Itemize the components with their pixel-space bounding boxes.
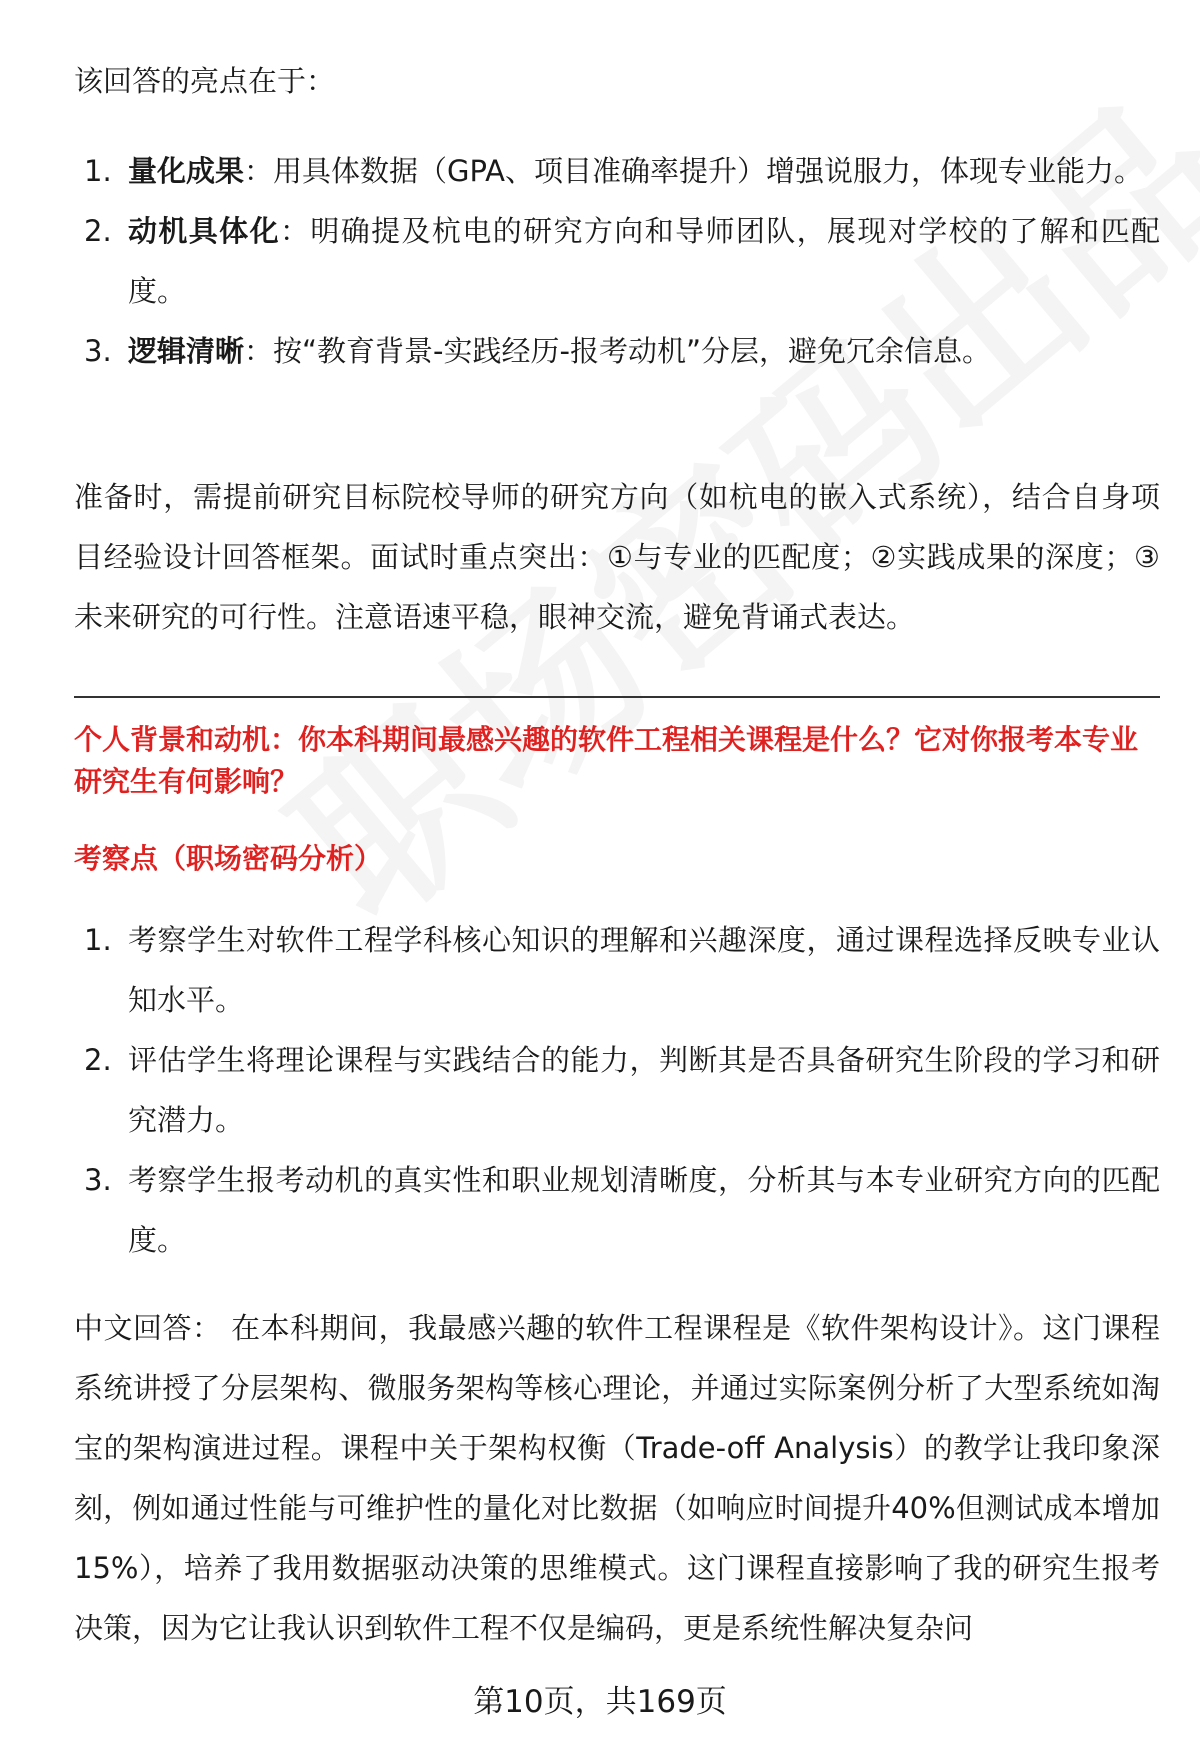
- list-number: 3.: [84, 1163, 112, 1197]
- highlight-text: ：用具体数据（GPA、项目准确率提升）增强说服力，体现专业能力。: [244, 154, 1143, 188]
- highlight-text: ：按“教育背景-实践经历-报考动机”分层，避免冗余信息。: [244, 334, 991, 368]
- list-number: 3.: [84, 334, 112, 368]
- list-item: [74, 141, 1160, 201]
- question-heading: 个人背景和动机：你本科期间最感兴趣的软件工程相关课程是什么？它对你报考本专业研究生有何影响？: [74, 723, 1139, 798]
- highlight-term: 量化成果: [128, 154, 245, 188]
- list-item: [74, 910, 1160, 1030]
- list-item: [74, 1150, 1160, 1270]
- intro-text: 该回答的亮点在于：: [74, 64, 336, 98]
- list-item: [74, 201, 1160, 321]
- preparation-paragraph: 准备时，需提前研究目标院校导师的研究方向（如杭电的嵌入式系统），结合自身项目经验设计回答框架。面试时重点突出：①与专业的匹配度；②实践成果的深度；③未来研究的可行性。注意语速平稳，眼神交流，避免背诵式表达。: [74, 480, 1160, 634]
- answer-paragraph: 中文回答： 在本科期间，我最感兴趣的软件工程课程是《软件架构设计》。这门课程系统讲授了分层架构、微服务架构等核心理论，并通过实际案例分析了大型系统如淘宝的架构演进过程。课程中关于架构权衡（Trade-off Analysis）的教学让我印象深刻，例如通过性能与可维护性的量化对比数据（如响应时间提升40%但测试成本增加15%），培养了我用数据驱动决策的思维模式。这门课程直接影响了我的研究生报考决策，因为它让我认识到软件工程不仅是编码，更是系统性解决复杂问: [74, 1311, 1160, 1645]
- highlight-text: ：明确提及杭电的研究方向和导师团队，展现对学校的了解和匹配度。: [128, 214, 1160, 308]
- list-number: 2.: [84, 214, 112, 248]
- section-divider: [74, 696, 1160, 698]
- list-number: 1.: [84, 923, 112, 957]
- exam-point-text: 考察学生对软件工程学科核心知识的理解和兴趣深度，通过课程选择反映专业认知水平。: [128, 923, 1160, 1017]
- highlight-term: 动机具体化: [128, 214, 280, 248]
- list-number: 2.: [84, 1043, 112, 1077]
- page-footer: 第10页，共169页: [473, 1684, 727, 1720]
- list-item: [74, 1030, 1160, 1150]
- exam-point-text: 考察学生报考动机的真实性和职业规划清晰度，分析其与本专业研究方向的匹配度。: [128, 1163, 1160, 1257]
- highlights-list: [74, 141, 1160, 381]
- exam-point-text: 评估学生将理论课程与实践结合的能力，判断其是否具备研究生阶段的学习和研究潜力。: [128, 1043, 1160, 1137]
- list-number: 1.: [84, 154, 112, 188]
- highlight-term: 逻辑清晰: [128, 334, 245, 368]
- exam-points-list: [74, 910, 1160, 1270]
- list-item: [74, 321, 1160, 381]
- exam-points-title: 考察点（职场密码分析）: [74, 842, 383, 875]
